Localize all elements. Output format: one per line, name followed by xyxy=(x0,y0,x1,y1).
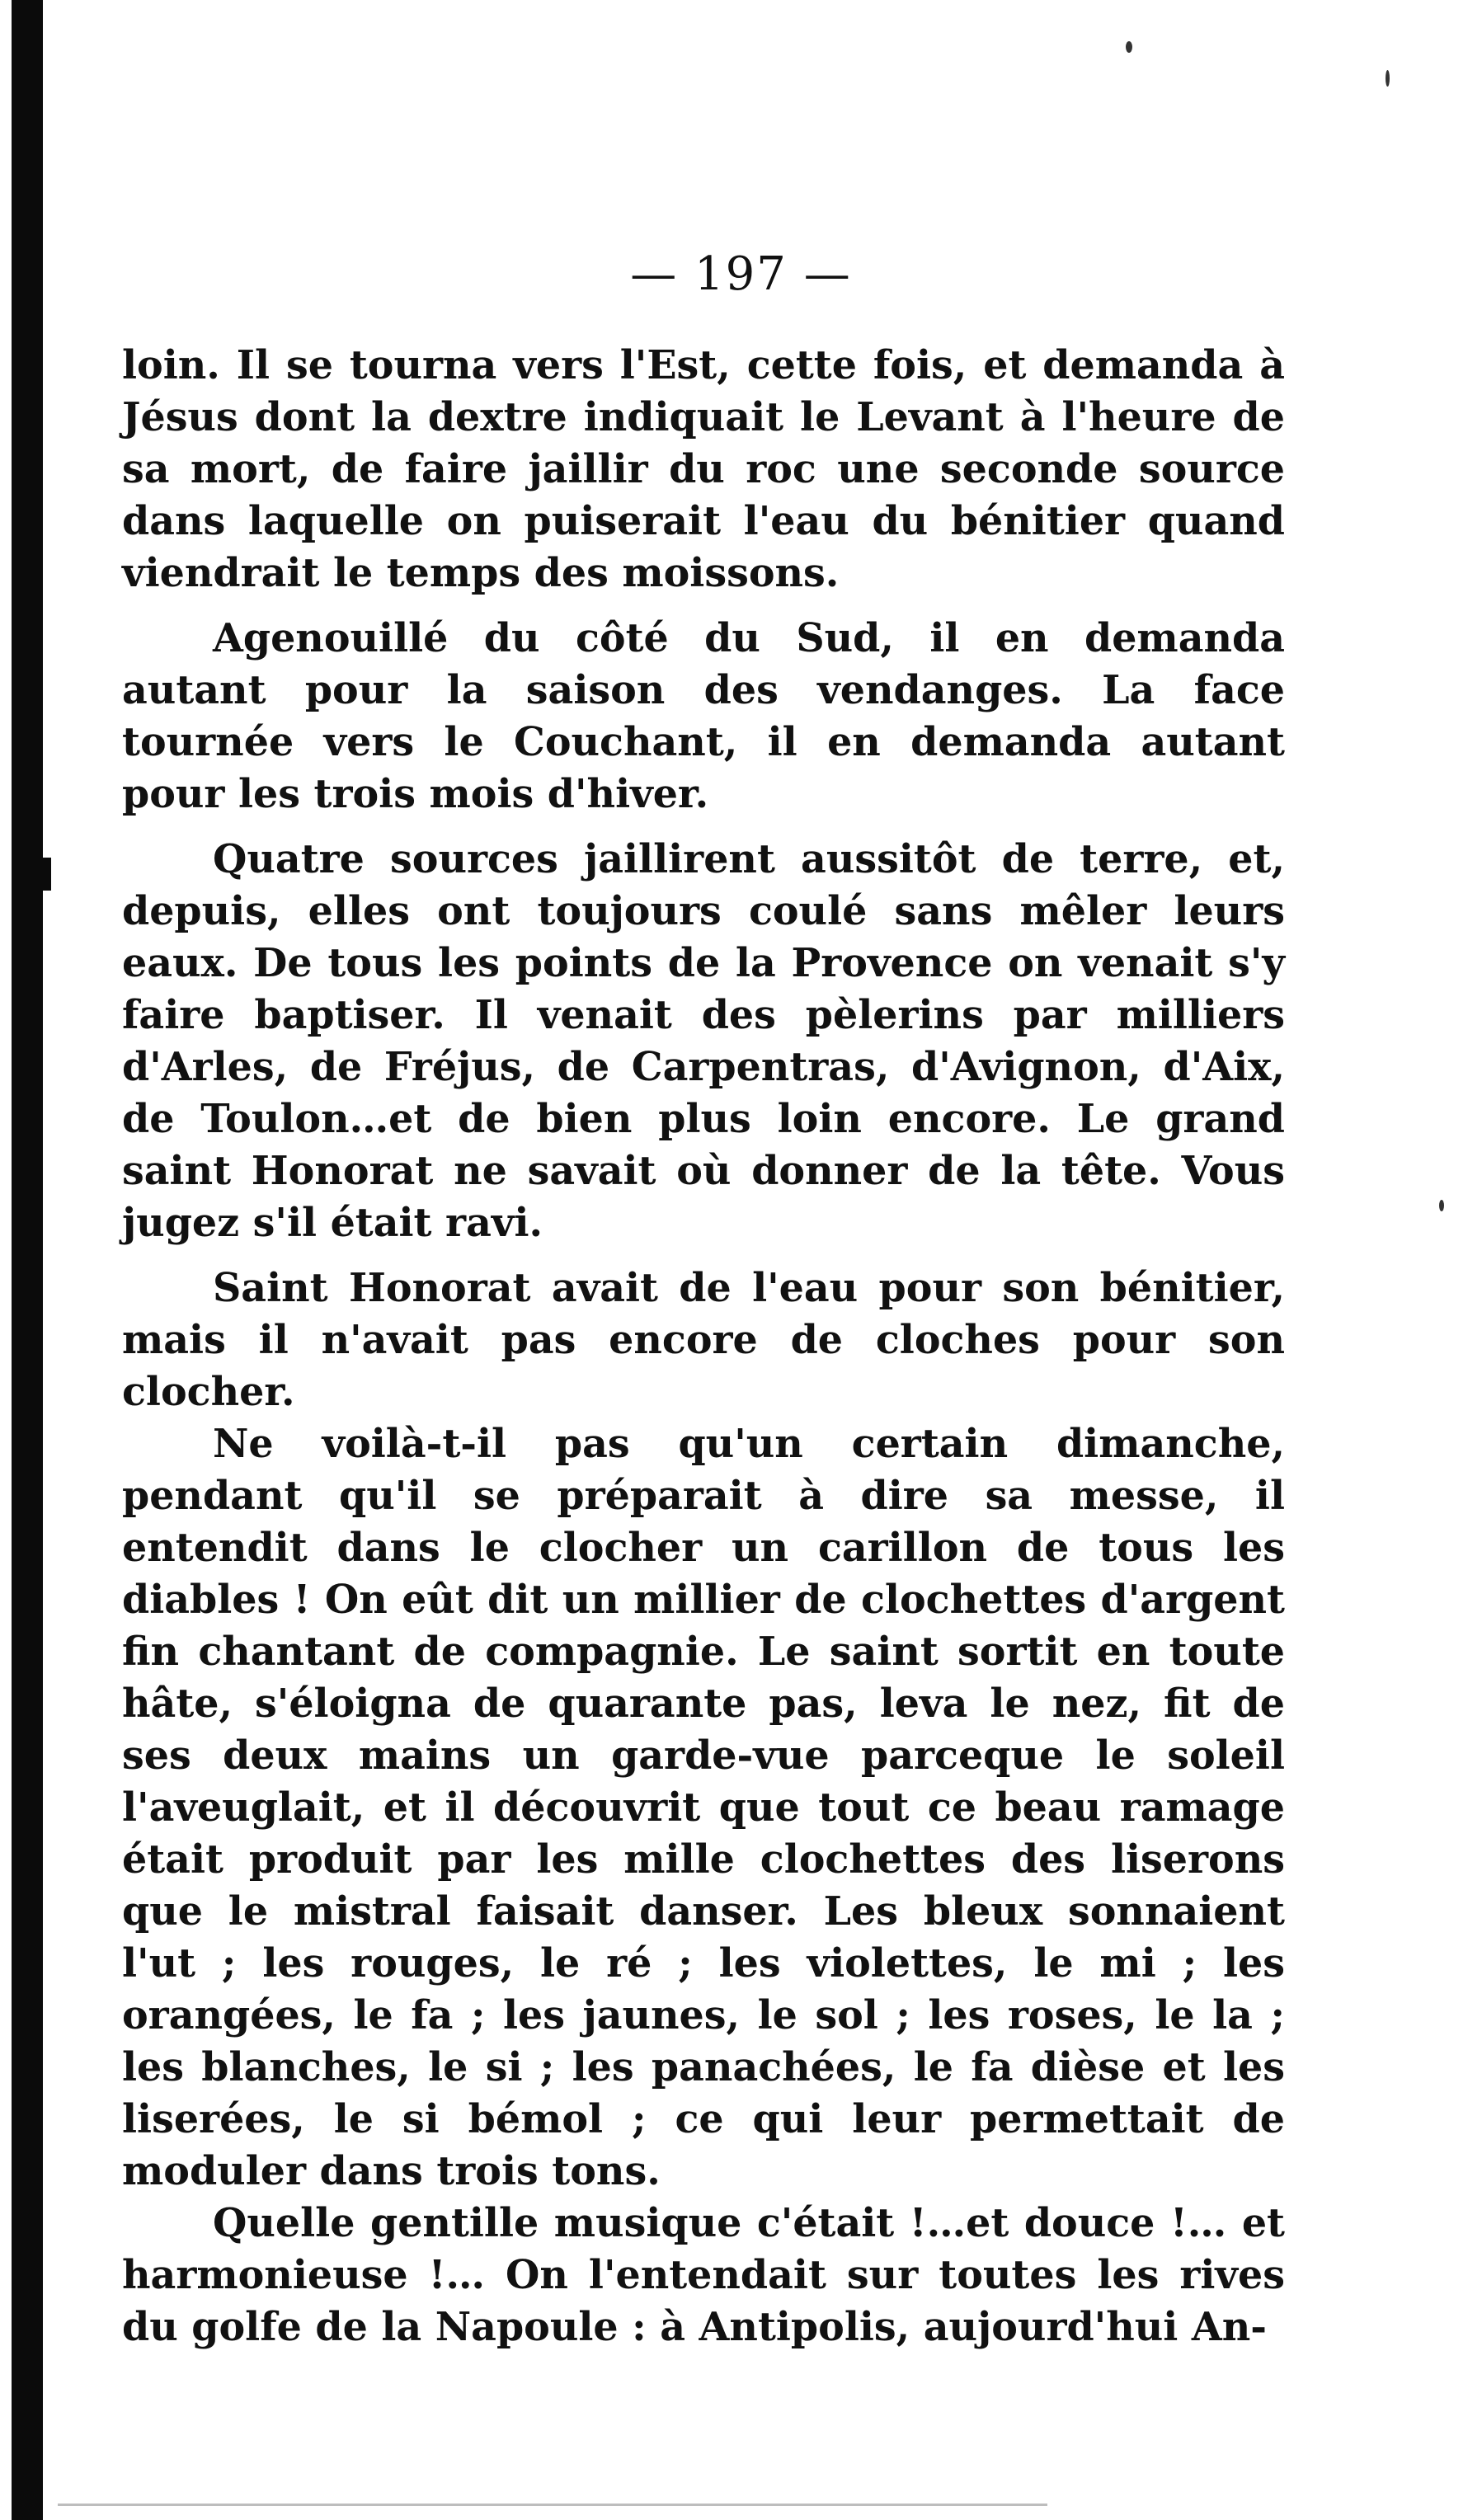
paragraph-1: loin. Il se tourna vers l'Est, cette fois, et demanda à Jésus dont la dextre indiquait le Levant à l'heure de sa mort, de faire jaillir du roc une seconde source dans laquelle on puiserait l'eau du bénitier quand viendrait le temps des moissons. xyxy=(122,342,1285,596)
body-text xyxy=(122,340,1285,2353)
paragraph-5: Ne voilà-t-il pas qu'un certain dimanche, pendant qu'il se préparait à dire sa messe, il entendit dans le clocher un carillon de tous les diables ! On eût dit un millier de clochettes d'argent fin chantant de compagnie. Le saint sortit en toute hâte, s'éloigna de quarante pas, leva le nez, fit de ses deux mains un garde-vue parceque le soleil l'aveuglait, et il découvrit que tout ce beau ramage était produit par les mille clochettes des liserons que le mistral faisait danser. Les bleux sonnaient l'ut ; les rouges, le ré ; les violettes, le mi ; les orangées, le fa ; les jaunes, le sol ; les roses, le la ; les blanches, le si ; les panachées, le fa dièse et les liserées, le si bémol ; ce qui leur permettait de moduler dans trois tons. xyxy=(122,1421,1285,2194)
paragraph-6: Quelle gentille musique c'était !…et douce !… et harmonieuse !… On l'entendait sur toutes les rives du golfe de la Napoule : à Antipolis, aujourd'hui An- xyxy=(122,2200,1285,2350)
spine-notch xyxy=(43,858,51,891)
bottom-scan-edge xyxy=(58,2504,1047,2506)
paragraph-4: Saint Honorat avait de l'eau pour son bénitier, mais il n'avait pas encore de cloches pour son clocher. xyxy=(122,1265,1285,1415)
print-speck xyxy=(1126,41,1132,53)
page-number: — 197 — xyxy=(630,247,852,301)
paragraph-2: Agenouillé du côté du Sud, il en demanda autant pour la saison des vendanges. La face tournée vers le Couchant, il en demanda autant pour les trois mois d'hiver. xyxy=(122,615,1285,817)
print-speck xyxy=(1386,70,1390,87)
page-spine-edge xyxy=(12,0,43,2520)
paragraph-3: Quatre sources jaillirent aussitôt de terre, et, depuis, elles ont toujours coulé sans mêler leurs eaux. De tous les points de la Provence on venait s'y faire baptiser. Il venait des pèlerins par milliers d'Arles, de Fréjus, de Carpentras, d'Avignon, d'Aix, de Toulon…et de bien plus loin encore. Le grand saint Honorat ne savait où donner de la tête. Vous jugez s'il était ravi. xyxy=(122,836,1285,1246)
print-speck xyxy=(1439,1200,1444,1211)
